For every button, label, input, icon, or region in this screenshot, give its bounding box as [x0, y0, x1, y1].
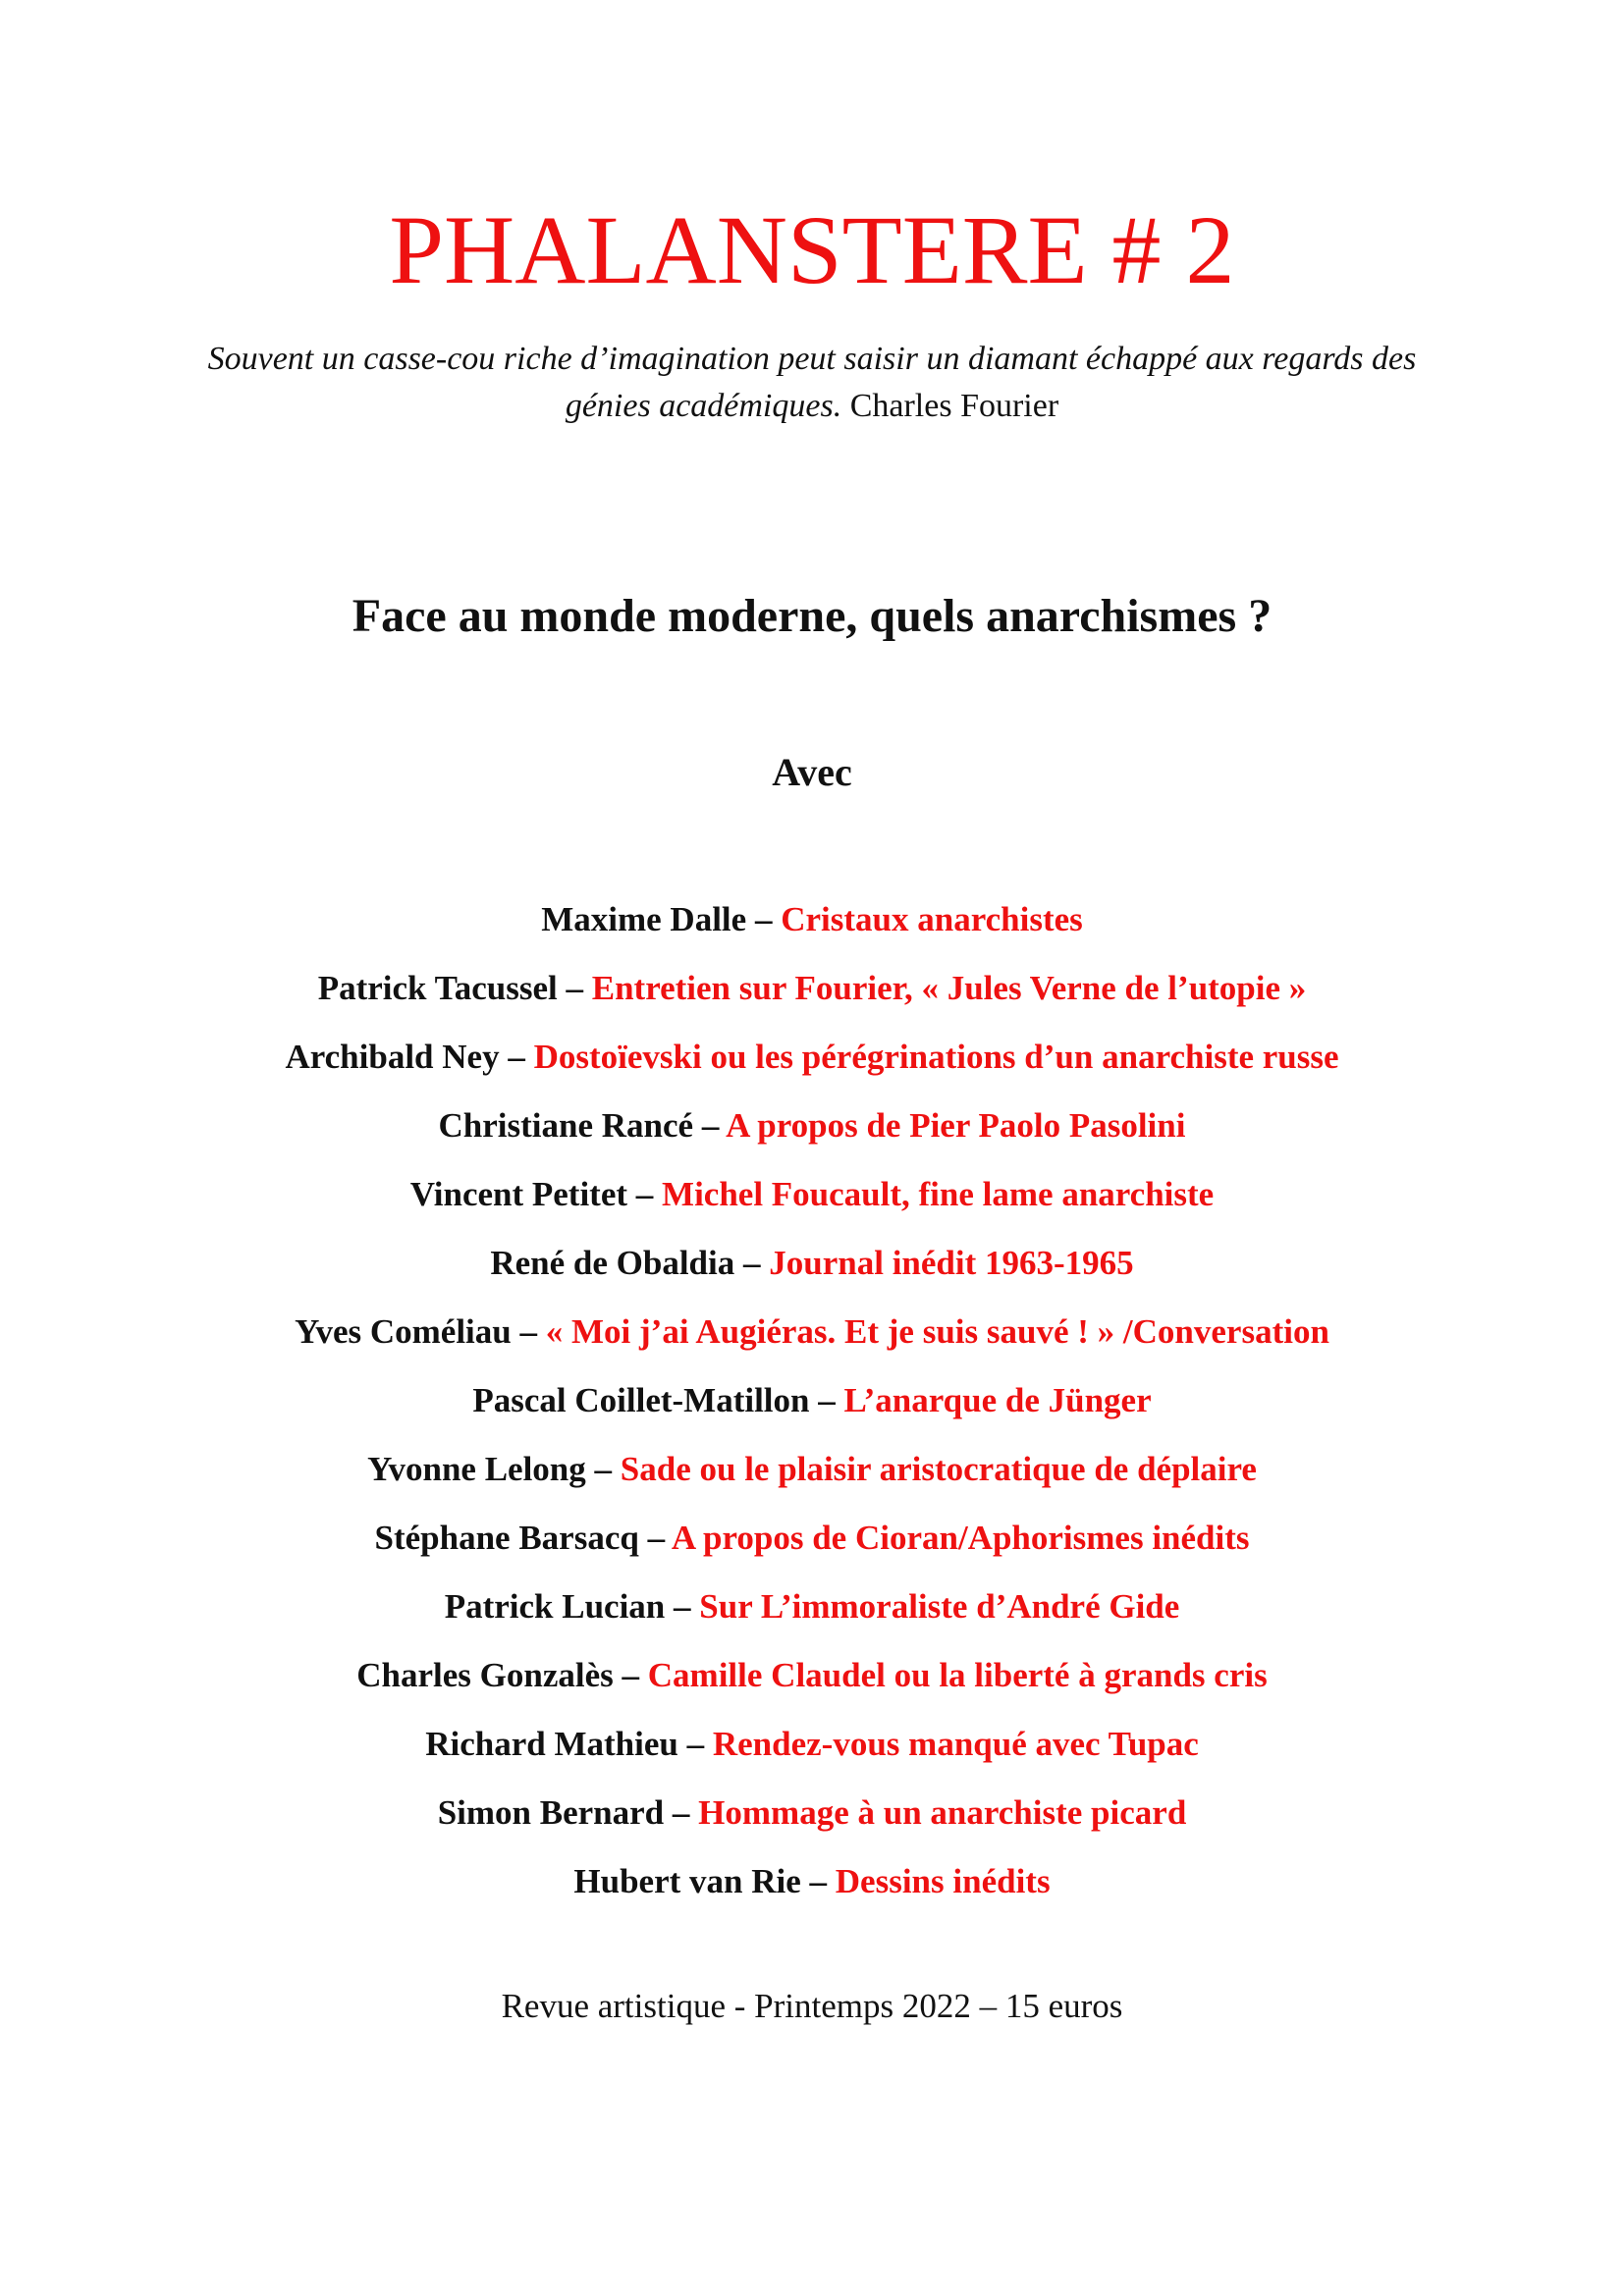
epigraph-author: Charles Fourier: [849, 388, 1059, 424]
contributor-entry: [0, 954, 1624, 1023]
contributor-work-title: Michel Foucault, fine lame anarchiste: [662, 1175, 1215, 1213]
contributor-author: Patrick Lucian: [444, 1587, 666, 1626]
contributor-work-title: Dessins inédits: [835, 1862, 1051, 1900]
contributor-entry: [0, 1573, 1624, 1641]
journal-title: PHALANSTERE # 2: [389, 195, 1235, 304]
contributor-separator: –: [686, 1725, 713, 1763]
contributor-entry: [0, 1504, 1624, 1573]
contributor-work-title: Entretien sur Fourier, « Jules Verne de l’utopie »: [591, 969, 1307, 1007]
contributor-author: Patrick Tacussel: [317, 969, 558, 1007]
contributor-work-title: Sur L’immoraliste d’André Gide: [699, 1587, 1180, 1626]
contributor-separator: –: [818, 1381, 844, 1419]
contributor-author: Yves Coméliau: [295, 1312, 512, 1351]
contributor-author: Hubert van Rie: [573, 1862, 801, 1900]
contributor-entry: [0, 1298, 1624, 1366]
contributor-author: Pascal Coillet-Matillon: [472, 1381, 810, 1419]
contributor-work-title: Camille Claudel ou la liberté à grands cris: [647, 1656, 1268, 1694]
contributor-author: Charles Gonzalès: [356, 1656, 614, 1694]
contributor-entry: [0, 1779, 1624, 1847]
contributor-entry: [0, 1710, 1624, 1779]
contributor-work-title: Cristaux anarchistes: [781, 900, 1083, 938]
contributors-list: [0, 885, 1624, 1916]
contributor-separator: –: [809, 1862, 836, 1900]
contributor-work-title: A propos de Pier Paolo Pasolini: [726, 1106, 1186, 1145]
contributor-entry: [0, 1435, 1624, 1504]
publication-info: Revue artistique - Printemps 2022 – 15 euros: [501, 1987, 1123, 2025]
contributor-separator: –: [635, 1175, 663, 1213]
contributor-separator: –: [594, 1450, 621, 1488]
epigraph-quote: Souvent un casse-cou riche d’imagination peut saisir un diamant échappé aux regards des génies académiques.: [207, 341, 1417, 424]
contributor-entry: [0, 1160, 1624, 1229]
contributor-author: Yvonne Lelong: [367, 1450, 586, 1488]
contributor-work-title: Dostoïevski ou les pérégrinations d’un anarchiste russe: [533, 1038, 1339, 1076]
contributor-entry: [0, 1229, 1624, 1298]
contributor-separator: –: [754, 900, 782, 938]
with-label: Avec: [772, 750, 852, 794]
contributor-author: Stéphane Barsacq: [374, 1519, 639, 1557]
contributor-separator: –: [519, 1312, 546, 1351]
contributor-work-title: L’anarque de Jünger: [843, 1381, 1152, 1419]
issue-theme: Face au monde moderne, quels anarchismes ?: [352, 590, 1272, 642]
epigraph: [196, 336, 1428, 430]
contributor-entry: [0, 1847, 1624, 1916]
contributor-work-title: A propos de Cioran/Aphorismes inédits: [671, 1519, 1250, 1557]
contributor-separator: –: [566, 969, 592, 1007]
contributor-author: Simon Bernard: [437, 1793, 665, 1832]
contributor-entry: [0, 1641, 1624, 1710]
contributor-separator: –: [622, 1656, 648, 1694]
contributor-work-title: Sade ou le plaisir aristocratique de déplaire: [620, 1450, 1257, 1488]
contributor-author: René de Obaldia: [490, 1244, 735, 1282]
contributor-author: Maxime Dalle: [541, 900, 747, 938]
contributor-entry: [0, 1023, 1624, 1092]
contributor-separator: –: [672, 1793, 699, 1832]
contributor-separator: –: [647, 1519, 672, 1557]
contributor-separator: –: [674, 1587, 700, 1626]
contributor-author: Vincent Petitet: [409, 1175, 628, 1213]
contributor-work-title: Journal inédit 1963-1965: [769, 1244, 1134, 1282]
contributor-separator: –: [701, 1106, 727, 1145]
contributor-separator: –: [508, 1038, 534, 1076]
contributor-work-title: Rendez-vous manqué avec Tupac: [712, 1725, 1199, 1763]
contributor-author: Archibald Ney: [285, 1038, 500, 1076]
contributor-separator: –: [743, 1244, 770, 1282]
contributor-author: Christiane Rancé: [438, 1106, 694, 1145]
contributor-entry: [0, 1092, 1624, 1160]
contributor-work-title: Hommage à un anarchiste picard: [698, 1793, 1187, 1832]
contributor-entry: [0, 885, 1624, 954]
contributor-entry: [0, 1366, 1624, 1435]
contributor-author: Richard Mathieu: [425, 1725, 678, 1763]
contributor-work-title: « Moi j’ai Augiéras. Et je suis sauvé ! » /Conversation: [545, 1312, 1329, 1351]
